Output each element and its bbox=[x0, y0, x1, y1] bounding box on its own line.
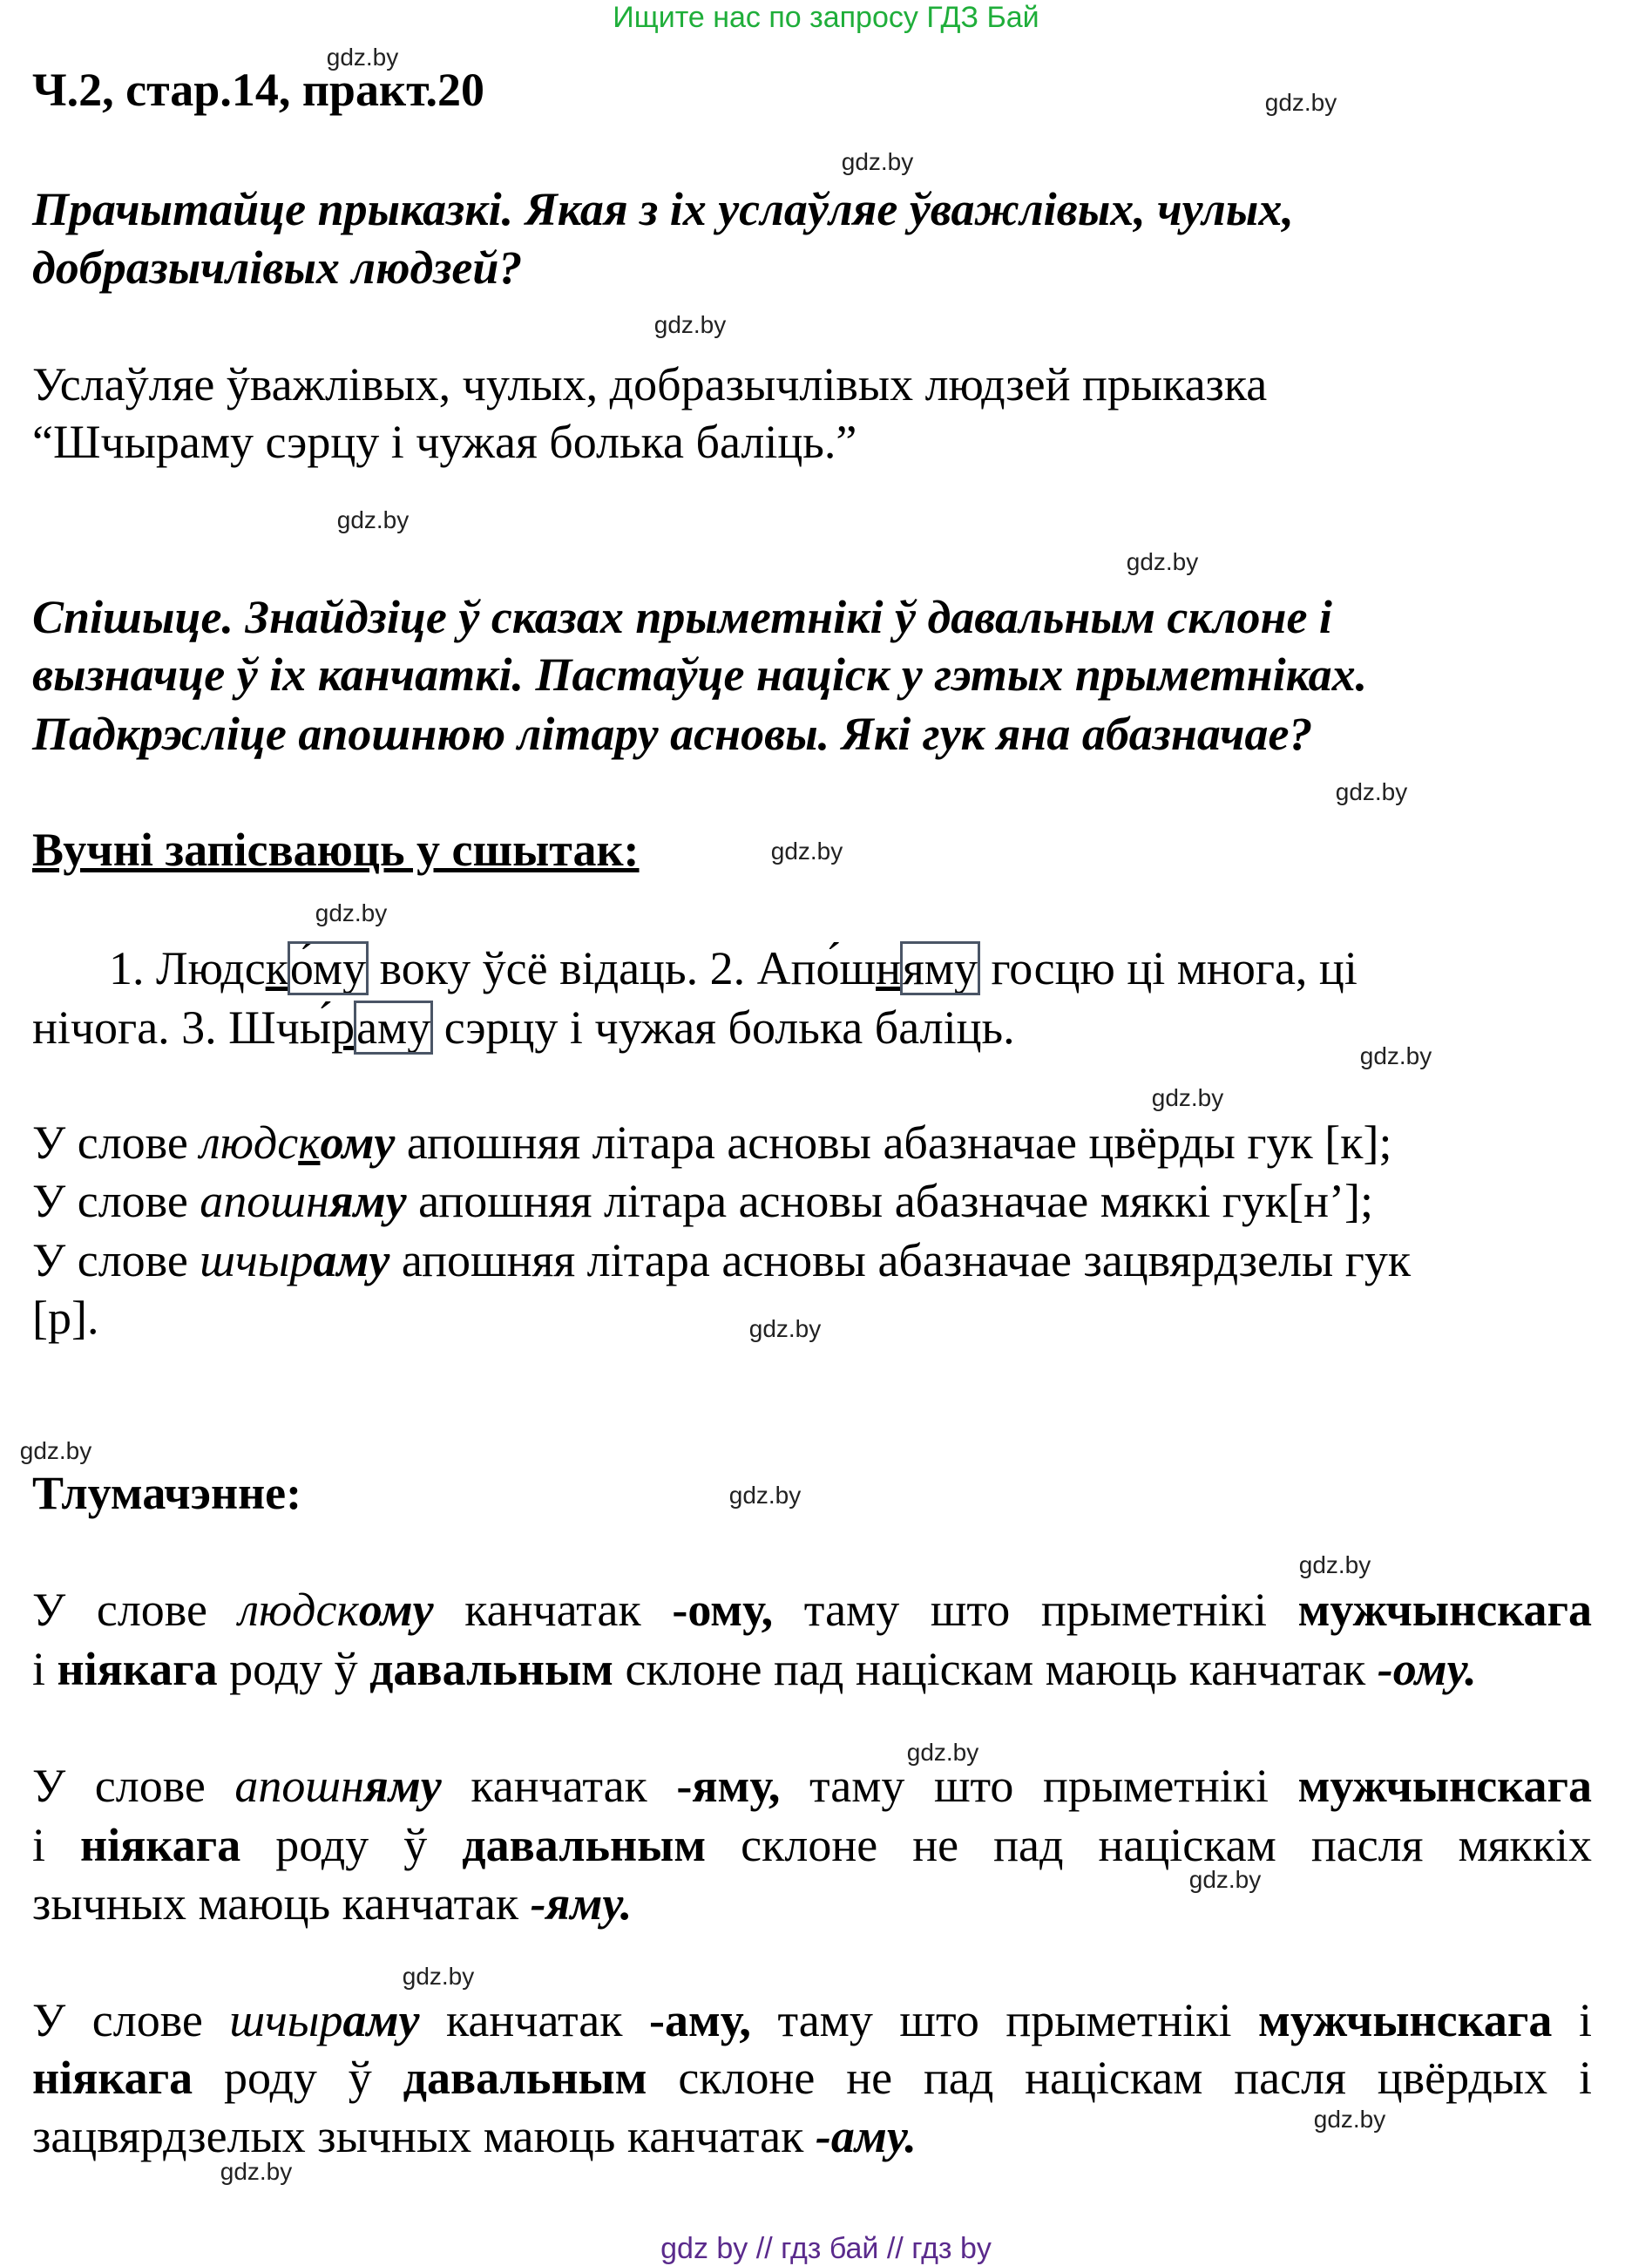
text-segment: і bbox=[32, 1643, 58, 1695]
text-segment: склоне не пад націскам пасля мяккіх bbox=[706, 1819, 1592, 1871]
text-segment: давальным bbox=[462, 1819, 707, 1871]
text-segment: Прачытайце прыказкі. Якая з іх услаўляе ўважлівых, чулых, bbox=[32, 183, 1294, 235]
text-segment: апошняя літара асновы абазначае мяккі гук[н’]; bbox=[406, 1175, 1373, 1227]
ending-box: яму bbox=[902, 942, 978, 994]
watermark: gdz.by bbox=[326, 44, 399, 71]
task-line bbox=[32, 588, 1592, 647]
text-segment: канчатак bbox=[441, 1760, 677, 1812]
watermark: gdz.by bbox=[653, 311, 727, 338]
text-segment: зычных маюць канчатак bbox=[32, 1877, 531, 1930]
text-segment: ому bbox=[320, 1116, 396, 1169]
text-segment: “Шчыраму сэрцу і чужая болька баліць.” bbox=[32, 416, 857, 468]
text-segment: яму bbox=[363, 1760, 442, 1812]
sentence-line bbox=[32, 940, 1592, 998]
watermark: gdz.by bbox=[1335, 778, 1408, 805]
watermark: gdz.by bbox=[1298, 1551, 1371, 1578]
text-segment: шчыр bbox=[229, 1994, 343, 2046]
text-segment: У слове bbox=[32, 1760, 235, 1812]
watermark: gdz.by bbox=[1359, 1042, 1432, 1069]
text-segment: і bbox=[32, 1819, 81, 1871]
task-line bbox=[32, 705, 1592, 763]
text-segment: ніякага bbox=[80, 1819, 241, 1871]
text-segment: апошняя літара асновы абазначае цвёрды гук [к]; bbox=[395, 1116, 1392, 1169]
watermark: gdz.by bbox=[336, 506, 410, 533]
text-segment: людск bbox=[238, 1584, 359, 1636]
text-segment: мужчынскага bbox=[1258, 1994, 1553, 2046]
text-segment: аму bbox=[342, 1994, 420, 2046]
text-segment: У слове bbox=[32, 1234, 200, 1286]
text-segment: -аму, bbox=[649, 1994, 751, 2046]
text-segment: давальным bbox=[369, 1643, 613, 1695]
section-heading bbox=[32, 1464, 1592, 1523]
text-segment: канчатак bbox=[419, 1994, 650, 2046]
text-segment: сэрцу і чужая болька баліць. bbox=[432, 1001, 1015, 1054]
text-segment: -яму. bbox=[530, 1877, 633, 1930]
top-banner: Ищите нас по запросу ГДЗ Бай bbox=[613, 1, 1039, 34]
underlined-text: н bbox=[876, 942, 901, 994]
text-segment: нічога. 3. Шчы́ bbox=[32, 1001, 332, 1054]
watermark: gdz.by bbox=[220, 2158, 293, 2185]
watermark: gdz.by bbox=[906, 1739, 979, 1766]
explanation-line bbox=[32, 1172, 1592, 1231]
watermark: gdz.by bbox=[19, 1437, 92, 1464]
text-segment: ніякага bbox=[57, 1643, 218, 1695]
watermark: gdz.by bbox=[1151, 1084, 1224, 1111]
underlined-text: к bbox=[298, 1116, 321, 1169]
text-segment: шчыр bbox=[200, 1234, 314, 1286]
text-segment: аму bbox=[313, 1234, 390, 1286]
text-segment: -ому, bbox=[672, 1584, 774, 1636]
text-segment: -ому. bbox=[1377, 1643, 1477, 1695]
text-segment: давальным bbox=[403, 2052, 647, 2104]
text-segment: добразычлівых людзей? bbox=[32, 241, 523, 294]
text-segment: мужчынскага bbox=[1297, 1760, 1592, 1812]
watermark: gdz.by bbox=[770, 838, 843, 865]
text-segment: таму што прыметнікі bbox=[773, 1584, 1298, 1636]
underlined-text: к bbox=[265, 942, 288, 994]
watermark: gdz.by bbox=[1188, 1866, 1262, 1893]
text-segment: мужчынскага bbox=[1297, 1584, 1592, 1636]
task-line bbox=[32, 646, 1592, 704]
text-segment: апошняя літара асновы абазначае зацвярдзелы гук bbox=[389, 1234, 1412, 1286]
text-segment: таму што прыметнікі bbox=[750, 1994, 1259, 2046]
text-segment: склоне не пад націскам пасля цвёрдых і bbox=[647, 2052, 1593, 2104]
text-segment: У слове bbox=[32, 1584, 239, 1636]
rule-line bbox=[32, 1640, 1592, 1699]
watermark: gdz.by bbox=[1264, 89, 1337, 116]
text-segment: [р]. bbox=[32, 1292, 99, 1344]
text-segment: У слове bbox=[32, 1994, 230, 2046]
text-segment: і bbox=[1552, 1994, 1592, 2046]
watermark: gdz.by bbox=[1313, 2106, 1386, 2133]
underlined-text: р bbox=[331, 1001, 355, 1054]
text-segment: апошн bbox=[200, 1175, 329, 1227]
sentence-line bbox=[32, 999, 1592, 1057]
text-segment: воку ўсё відаць. 2. Апо́ш bbox=[368, 942, 877, 994]
answer-line bbox=[32, 356, 1592, 414]
explanation-line bbox=[32, 1114, 1592, 1172]
text-segment: ніякага bbox=[32, 2052, 193, 2104]
text-segment: -аму. bbox=[815, 2110, 917, 2162]
watermark: gdz.by bbox=[1126, 548, 1199, 575]
watermark: gdz.by bbox=[748, 1315, 822, 1342]
rule-line bbox=[32, 1991, 1592, 2050]
question-line bbox=[32, 239, 1592, 297]
rule-line bbox=[32, 1581, 1592, 1639]
text-segment: людс bbox=[200, 1116, 299, 1169]
text-segment: Услаўляе ўважлівых, чулых, добразычлівых людзей прыказка bbox=[32, 358, 1268, 410]
text-segment: У слове bbox=[32, 1175, 200, 1227]
rule-line bbox=[32, 1816, 1592, 1875]
question-line bbox=[32, 180, 1592, 239]
text-segment: зацвярдзелых зычных маюць канчатак bbox=[32, 2110, 816, 2162]
text-segment: склоне пад націскам маюць канчатак bbox=[613, 1643, 1378, 1695]
explanation-line bbox=[32, 1231, 1592, 1290]
text-segment: Тлумачэнне: bbox=[32, 1467, 302, 1519]
text-segment: роду ў bbox=[193, 2052, 403, 2104]
text-segment: канчатак bbox=[433, 1584, 673, 1636]
watermark: gdz.by bbox=[841, 148, 914, 175]
footer-links[interactable]: gdz by // гдз бай // гдз by bbox=[660, 2232, 992, 2265]
text-segment: вызначце ў іх канчаткі. Пастаўце націск у гэтых прыметніках. bbox=[32, 648, 1368, 701]
rule-line bbox=[32, 1875, 1592, 1933]
answer-line bbox=[32, 413, 1592, 472]
watermark: gdz.by bbox=[728, 1482, 802, 1509]
rule-line bbox=[32, 1757, 1592, 1815]
underlined-text: Вучні запісваюць у сшытак: bbox=[32, 824, 640, 876]
ending-box: аму bbox=[356, 1001, 431, 1054]
watermark: gdz.by bbox=[402, 1963, 475, 1990]
text-segment: апошн bbox=[234, 1760, 364, 1812]
text-segment: -яму, bbox=[676, 1760, 781, 1812]
watermark: gdz.by bbox=[315, 899, 388, 926]
text-segment: яму bbox=[328, 1175, 407, 1227]
rule-line bbox=[32, 2049, 1592, 2107]
text-segment: роду ў bbox=[217, 1643, 370, 1695]
text-segment: 1. Людс bbox=[109, 942, 266, 994]
title bbox=[32, 61, 1592, 119]
ending-box: о́му bbox=[289, 942, 367, 994]
text-segment: ому bbox=[358, 1584, 434, 1636]
text-segment: госцю ці многа, ці bbox=[978, 942, 1357, 994]
text-segment: У слове bbox=[32, 1116, 200, 1169]
text-segment: Падкрэсліце апошнюю літару асновы. Які гук яна абазначае? bbox=[32, 708, 1313, 760]
text-segment: таму што прыметнікі bbox=[780, 1760, 1298, 1812]
text-segment: роду ў bbox=[240, 1819, 463, 1871]
text-segment: Спішыце. Знайдзіце ў сказах прыметнікі ў давальным склоне і bbox=[32, 591, 1332, 643]
text-segment: Ч.2, стар.14, практ.20 bbox=[32, 64, 485, 116]
